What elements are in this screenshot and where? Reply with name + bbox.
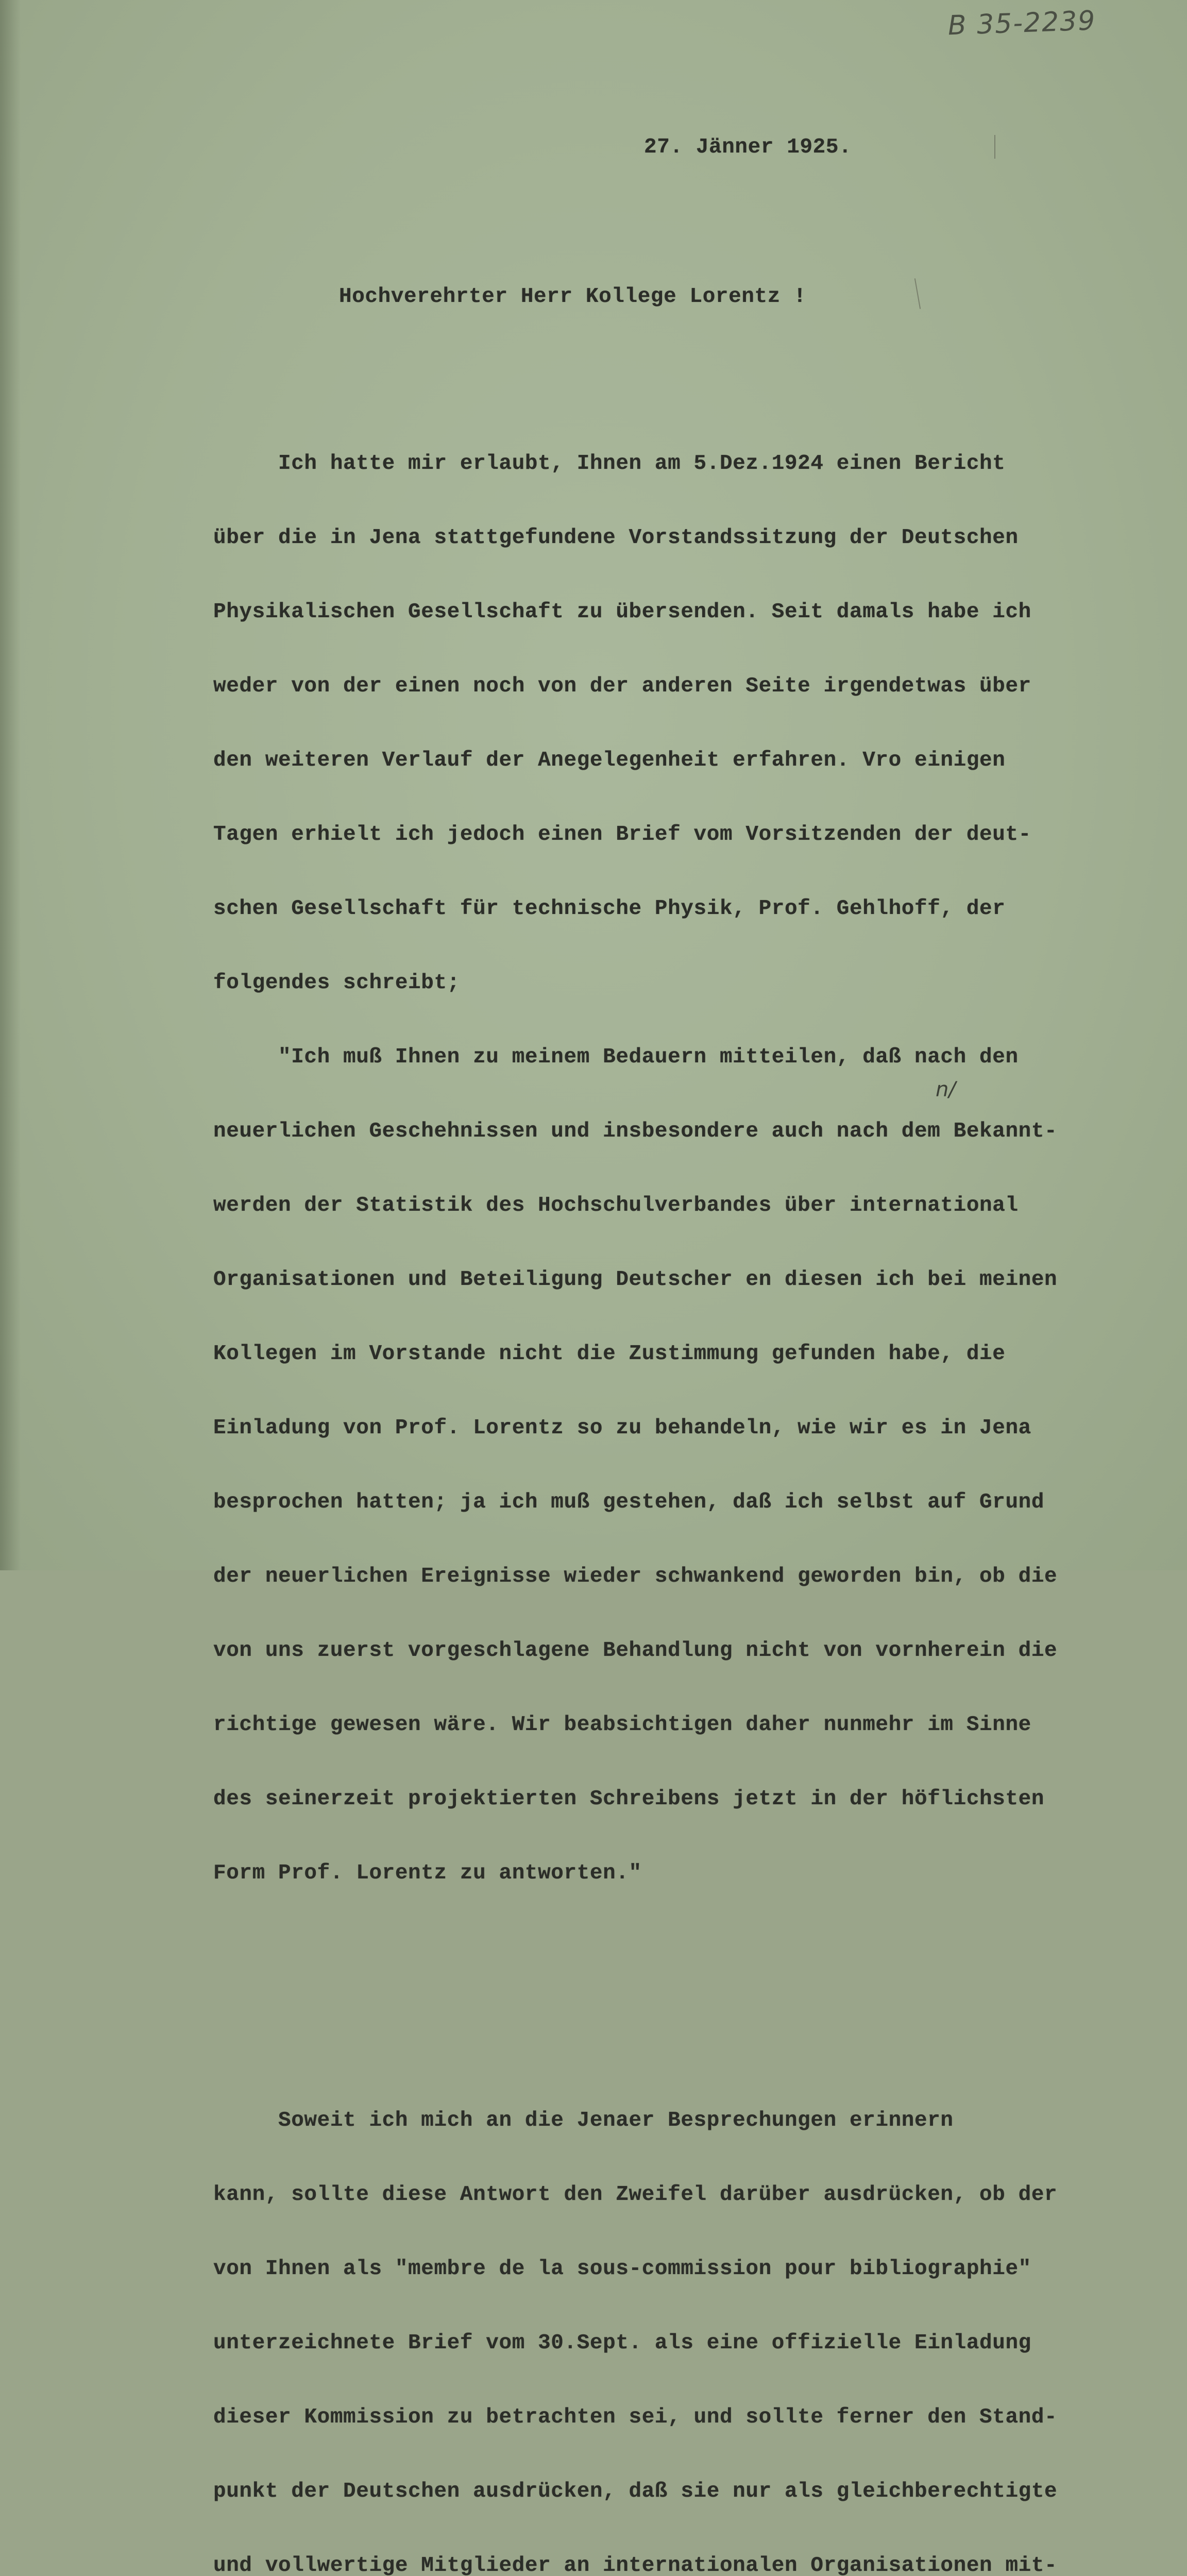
pencil-mark bbox=[994, 135, 995, 159]
text-line: schen Gesellschaft für technische Physik, Prof. Gehlhoff, der bbox=[213, 897, 1006, 921]
text-line: punkt der Deutschen ausdrücken, daß sie nur als gleichberechtigte bbox=[213, 2480, 1058, 2503]
text-line: "Ich muß Ihnen zu meinem Bedauern mitteilen, daß nach den bbox=[213, 1045, 1019, 1069]
letter-body bbox=[213, 352, 1172, 2576]
text-line: besprochen hatten; ja ich muß gestehen, daß ich selbst auf Grund bbox=[213, 1490, 1045, 1514]
text-line: Ich hatte mir erlaubt, Ihnen am 5.Dez.1924 einen Bericht bbox=[213, 452, 1006, 476]
text-line: kann, sollte diese Antwort den Zweifel darüber ausdrücken, ob der bbox=[213, 2183, 1058, 2207]
text-line: richtige gewesen wäre. Wir beabsichtigen daher nunmehr im Sinne bbox=[213, 1713, 1031, 1737]
text-line: Einladung von Prof. Lorentz so zu behandeln, wie wir es in Jena bbox=[213, 1416, 1031, 1440]
paragraph-gap bbox=[213, 1985, 1172, 2009]
text-line: von Ihnen als "membre de la sous-commission pour bibliographie" bbox=[213, 2257, 1031, 2281]
letter-salutation: Hochverehrter Herr Kollege Lorentz ! bbox=[339, 285, 807, 309]
text-line: dieser Kommission zu betrachten sei, und sollte ferner den Stand- bbox=[213, 2405, 1058, 2429]
text-line: und vollwertige Mitglieder an internationalen Organisationen mit- bbox=[213, 2554, 1058, 2576]
paragraph-1 bbox=[213, 402, 1172, 1935]
text-line: von uns zuerst vorgeschlagene Behandlung nicht von vornherein die bbox=[213, 1639, 1058, 1663]
text-line: Kollegen im Vorstande nicht die Zustimmung gefunden habe, die bbox=[213, 1342, 1006, 1366]
text-line: der neuerlichen Ereignisse wieder schwankend geworden bin, ob die bbox=[213, 1565, 1058, 1588]
text-line: neuerlichen Geschehnissen und insbesondere auch nach dem Bekannt- bbox=[213, 1120, 1058, 1143]
page-edge-shadow bbox=[0, 0, 21, 1570]
text-line: Soweit ich mich an die Jenaer Besprechungen erinnern bbox=[213, 2109, 954, 2132]
text-line: folgendes schreibt; bbox=[213, 971, 460, 995]
paragraph-2 bbox=[213, 2059, 1172, 2576]
text-line: weder von der einen noch von der anderen Seite irgendetwas über bbox=[213, 674, 1031, 698]
text-line: unterzeichnete Brief vom 30.Sept. als eine offizielle Einladung bbox=[213, 2331, 1031, 2355]
text-line: des seinerzeit projektierten Schreibens jetzt in der höflichsten bbox=[213, 1787, 1045, 1811]
letter-date: 27. Jänner 1925. bbox=[644, 135, 852, 159]
text-line: Tagen erhielt ich jedoch einen Brief vom Vorsitzenden der deut- bbox=[213, 823, 1031, 846]
handwritten-margin-note: n/ bbox=[936, 1078, 956, 1101]
text-line: über die in Jena stattgefundene Vorstandssitzung der Deutschen bbox=[213, 526, 1019, 550]
text-line: den weiteren Verlauf der Anegelegenheit erfahren. Vro einigen bbox=[213, 749, 1006, 772]
text-line: Form Prof. Lorentz zu antworten." bbox=[213, 1861, 642, 1885]
pencil-mark bbox=[914, 278, 921, 309]
archive-reference-mark: B 35-2239 bbox=[947, 5, 1097, 42]
text-line: werden der Statistik des Hochschulverbandes über international bbox=[213, 1194, 1019, 1217]
text-line: Organisationen und Beteiligung Deutscher en diesen ich bei meinen bbox=[213, 1268, 1058, 1292]
text-line: Physikalischen Gesellschaft zu übersenden. Seit damals habe ich bbox=[213, 600, 1031, 624]
